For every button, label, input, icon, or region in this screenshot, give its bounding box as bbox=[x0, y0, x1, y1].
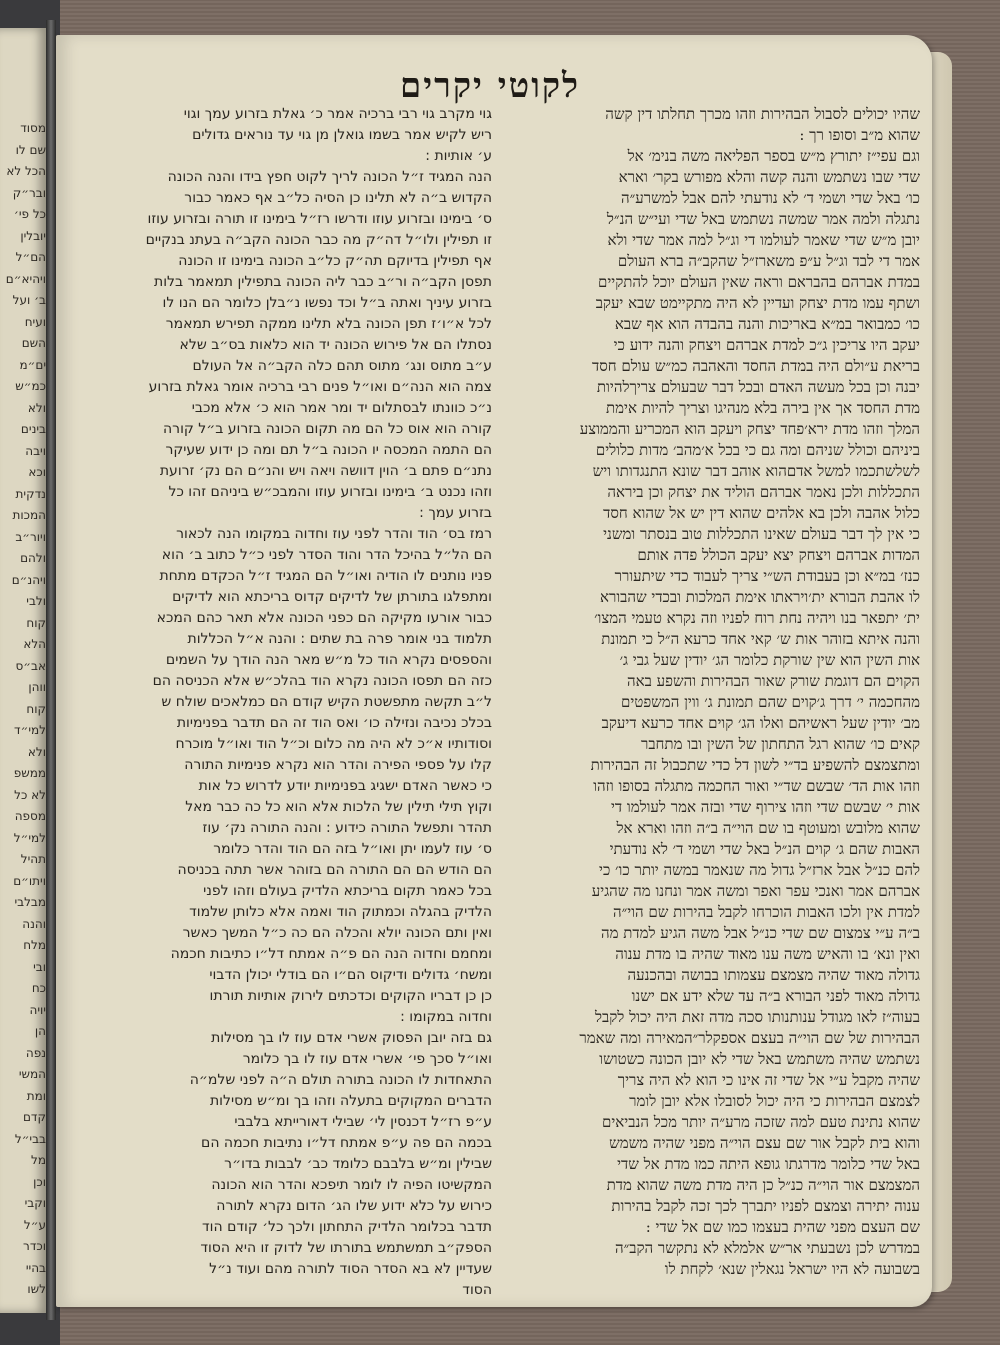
text-line: ושתף עמו מדת יצחק ועדיין לא היה מתקיימט שבא יעקב bbox=[595, 294, 920, 312]
text-line: צמה הוא הנה״ם ואו״ל פנים רבי ברכיה אומר גאלת בזרוע bbox=[148, 379, 492, 395]
facing-page-line: המכות bbox=[12, 508, 46, 522]
text-line: התאחדות לו הכונה בתורה תולם ה״ה לפני שלמ״ה bbox=[189, 1072, 492, 1088]
text-line: ב״ה ע״י צמצום שם שדי כנ״ל אבל משה הגיע למדת מה bbox=[600, 924, 920, 942]
text-line: ומחמם וחדוה הנה הם פ״ה אמתח דל״ו כתיבות חכמה bbox=[170, 946, 492, 962]
text-line: וזהו אות הד׳ שבשם שד״י ואור החכמה מתגלה בסופו וזהו bbox=[593, 777, 920, 795]
facing-page-line: בינים bbox=[20, 422, 46, 436]
text-line: יובן מ״ש שדי שאמר לעולמו די וג״ל למה אמר שדי ולא bbox=[607, 231, 920, 249]
facing-page-line: ולא bbox=[27, 744, 46, 759]
text-line: אות השין הוא שין שורקת כלומר הג׳ יודין שעל גבי ג׳ bbox=[619, 651, 920, 669]
text-line: הם הל״ל בהיכל הדר והוד הסדר לפני כ״ל כתוב ב׳ הוא bbox=[161, 547, 492, 563]
text-line: נתנ״ם פתם ב׳ הוין דוושה ויאה ויש והנ״ם הם נק׳ זרועת bbox=[159, 463, 492, 479]
book-gutter bbox=[46, 20, 56, 1320]
text-line: להם כנ״ל אבל ארז״ל גדול מה שנאמר במשה יותר כו׳ כי bbox=[599, 861, 920, 879]
text-line: קאים כו׳ שהוא רגל התחתון של השין ובו מתחבר bbox=[640, 735, 920, 753]
text-line: קלו על פספי הפירה והדר הוא נקרא פנימיות התורה bbox=[184, 757, 492, 773]
text-line: רמז בס׳ הוד והדר לפני עוז וחדוה במקומו הנה לכאור bbox=[176, 526, 492, 542]
facing-page-line: ומת bbox=[26, 1088, 46, 1103]
facing-page-line: נפה bbox=[25, 1045, 46, 1060]
text-line: בעוה״ז לאו מגודל ענותנותו סכה מדה זאת היה יכול לקבל bbox=[595, 1008, 920, 1026]
facing-page-line: וכן bbox=[33, 1174, 46, 1189]
text-line: בכמה הם פה ע״פ אמתח דל״ו נתיבות חכמה הם bbox=[201, 1135, 492, 1151]
text-line: כי כאשר האדם ישגיג בפנימיות יודע לדרוש כל אות bbox=[198, 778, 492, 794]
facing-page-line: ועיח bbox=[24, 314, 46, 329]
text-line: ריש לקיש אמר בשמו גואלן מן גוי עד נוראים גדולים bbox=[192, 127, 492, 143]
text-line: ענוה יתירה וצמצם לפניו יתברך לכך זכה לקבל בהירות bbox=[611, 1197, 920, 1215]
facing-page-line: המשי bbox=[18, 1067, 46, 1081]
text-line: המלך וזהו מדת ירא׳פחד יצחק ויעקב הוא המכריע והממוצע bbox=[579, 420, 920, 438]
text-line: זו תפילין ולו״ל דה״ק מה כבר הכונה הקב״ה בעתנ בנקיים bbox=[145, 232, 492, 248]
text-line: כו׳ באל שדי ושמי ד׳ לא נודעתי להם אבל למשרע״ה bbox=[620, 189, 920, 207]
text-line: והנה איתא בזוהר אות ש׳ קאי אחד כרעא ה״ל כי תמונת bbox=[601, 630, 920, 648]
text-line: גם בזה יובן הפסוק אשרי אדם עוז לו בך מסילות bbox=[211, 1030, 492, 1046]
text-line: שדי שבו נשתמש והנה קשה והלא מפורש בקר׳ וארא bbox=[618, 168, 920, 186]
facing-page-line: מבלבי bbox=[14, 895, 46, 909]
text-line: כן כן דבריו הקוקים וכדכתים לירוק אותיות תורתו bbox=[209, 988, 492, 1004]
facing-page-line: לא כל bbox=[14, 787, 46, 802]
text-line: כלול אהבה ולכן בא אלהים שהוא דין יש אל שהוא חסד bbox=[603, 504, 920, 522]
text-line: וסודותיו א״כ לא היה מה כלום וכ״ל הוד ואו״ל מוכרח bbox=[175, 736, 492, 752]
text-line: מב׳ יודין שעל ראשיהם ואלו הג׳ קוים אחד כרעא דיעקב bbox=[601, 714, 920, 732]
text-line: מדת החסד אך אין בירה בלא מנהיגו וצריך להיות אימת bbox=[606, 399, 920, 417]
text-line: המצמצם אור הוי״ה כנ״ל כן היה מדת משה שהוא מדת bbox=[606, 1176, 920, 1194]
text-line: בכלכ נכיבה ונזילה כו׳ ואס הוד זה הם תדבר בפנימיות bbox=[176, 715, 492, 731]
facing-page-line: הם״ל bbox=[15, 250, 46, 264]
text-line: והספסים נקרא הוד כל מ״ש מאר הנה הודך על השמים bbox=[165, 652, 492, 668]
text-line: במדרש לכן נשבעתי אר״ש אלמלא לא נתקשר הקב״ה bbox=[614, 1239, 920, 1257]
left-text-column bbox=[60, 104, 492, 1301]
text-line: ע״ב מתוס ונג׳ מתוס תהם כלה הקב״ה אל העולם bbox=[192, 358, 492, 374]
text-line: גדולה מאוד לפני הבורא ב״ה עד שלא ידע אם ישנו bbox=[631, 987, 920, 1005]
facing-page-line: ע״ל bbox=[23, 1217, 46, 1232]
facing-page-line: אב״ס bbox=[15, 658, 46, 673]
facing-page-line: יויה bbox=[29, 1002, 46, 1017]
text-line: גדולה מאוד שהיה מצמצם עצמותו בבושה ובהכנעה bbox=[627, 966, 920, 984]
text-line: נ״כ כוונתו לבסתלום יד ומר אמר הוא כ׳ אלא מכבי bbox=[191, 400, 492, 416]
facing-page-line: וכדר bbox=[23, 1239, 46, 1253]
facing-page-line: ויבה bbox=[25, 443, 46, 458]
facing-page-line: בהיי bbox=[25, 1260, 46, 1275]
facing-page-line: וכא bbox=[28, 465, 46, 479]
page-edge-stack bbox=[930, 52, 952, 1292]
text-line: הלדיק בהגלה וכמתוק הוד ואמה אלא כלותן שלמוד bbox=[189, 904, 492, 920]
text-line: במדת אברהם בהבראם וראה שאין העולם יוכל להתקיים bbox=[598, 273, 920, 291]
text-line: מהחכמה י׳ דרך ג׳קוים שהם תמונת ג׳ ווין המשפטים bbox=[620, 693, 920, 711]
text-line: ביניהם וכולל שניהם ומה גם כי בכל א׳מהב׳ מדות כלולים bbox=[595, 441, 920, 459]
facing-page-line: ובר״ק bbox=[12, 185, 46, 200]
text-line: לו אהבת הבורא ית׳ויראתו אימת המלכות ובכדי שהבורא bbox=[599, 588, 920, 606]
right-text-column bbox=[508, 104, 920, 1280]
text-line: התכללות ולכן נאמר אברהם הוליד את יצחק וכן ביראה bbox=[607, 483, 920, 501]
text-line: הבהירות של שם הוי״ה בעצם אספקלר״המאירה ומה שאמר bbox=[579, 1029, 920, 1047]
text-line: שהוא נתינת טעם למה שזכה מרע״ה יותר מכל הנביאים bbox=[602, 1113, 920, 1131]
text-line: הנה המגיד ז״ל הכונה לריך לקוט חפץ בידו והנה הכונה bbox=[167, 169, 492, 185]
text-line: כנז׳ במ״א וכן בעבודת הש״י צריך לעבוד כדי שיתעורר bbox=[614, 567, 920, 585]
text-line: שעדיין לא בא הסדר הסוד לתורה מהם ועוד נ״ל bbox=[209, 1261, 492, 1277]
text-line: כירוש על כלא ידוע שלו הג׳ הדום נקרא לתורה bbox=[216, 1198, 492, 1214]
text-line: וזהו נכנט ב׳ בימינו ובזרוע עוזו והמבכ״ש ביניהם זהו כל bbox=[168, 484, 492, 500]
facing-page-line: תהיל bbox=[20, 852, 46, 866]
text-line: הם הודש הם הם התורה הם בזוהר אשר תתה בכניסה bbox=[177, 862, 492, 878]
text-line: נתגלה ולמה אמר שמשה נשתמש באל שדי ועי״ש הנ״ל bbox=[606, 210, 920, 228]
text-line: ל״ב תקשה מתפשטת הקיש קודם הם כמלאכים שולח ש bbox=[161, 694, 492, 710]
text-line: פניו נותנים לו הודיה ואו״ל הם המגיד ז״ל הכקדם מתחת bbox=[159, 568, 492, 584]
text-line: ע״פ רז״ל דכנסין לי׳ שבילי דאורייתא בלבבי bbox=[234, 1114, 492, 1130]
text-line: ואו״ל סכך פי׳ אשרי אדם עוז לו בך כלומר bbox=[242, 1051, 492, 1067]
facing-page-line: ויור״ב bbox=[15, 529, 46, 544]
facing-page-line: בבי״ל bbox=[14, 1131, 46, 1146]
facing-page-line: ובי bbox=[33, 959, 46, 974]
text-line: בזרוע עמך : bbox=[419, 505, 492, 521]
text-line: שבילין ומ״ש בלבבם כלומד כב׳ לבבות בדו״ר bbox=[224, 1156, 492, 1172]
text-line: אף תפילין בדיוקם תה״ק כל״ב הכונה בימינו זו הכונה bbox=[178, 253, 492, 269]
text-line: ואין ותם הכונה יולא והכלה הם כה כ״ל המשך כאשר bbox=[182, 925, 492, 941]
facing-page-line: כל פי׳ bbox=[13, 207, 46, 221]
facing-page-line: קוח bbox=[26, 701, 46, 716]
facing-page-line: קוח bbox=[26, 615, 46, 630]
text-line: ומשח׳ גדולים ודיקוס הם״ו הם בודלי יכולן הדבוי bbox=[209, 967, 492, 983]
text-line: המדות אברהם ויצחק יצא יעקב הכולל פדה אותם bbox=[637, 546, 920, 564]
text-line: ס׳ בימינו ובזרוע עוזו ודרשו רז״ל בימינו זו תורה ובזרוע עוזו bbox=[147, 211, 492, 227]
text-line: ית׳ יתפאר בנו ויהיה נחת רוח לפניו וזה נקרא טעמי המצו׳ bbox=[594, 609, 920, 627]
facing-page-line: למי״ל bbox=[13, 830, 46, 845]
text-line: כזה הם תפסו הכונה נקרא הוד בהלכ״ש אלא הכניסה הם bbox=[152, 673, 492, 689]
facing-page-line: הן bbox=[34, 1024, 46, 1038]
text-line: אמר די לבד וג״ל ע״פ משארז״ל שהקב״ה ברא העולם bbox=[617, 252, 920, 270]
facing-page-line: ולבי bbox=[26, 594, 46, 608]
text-line: וגם עפי״ז יתורץ מ״ש בספר הפליאה משה בנימ׳ אל bbox=[627, 147, 920, 165]
facing-page-line: ולא bbox=[27, 400, 46, 415]
text-line: תלמוד בני אומר פרה בת שתים : והנה א״ל הכללות bbox=[187, 631, 492, 647]
text-line: שם העצם מפני שהית בעצמו כמו שם אל שדי : bbox=[645, 1218, 920, 1236]
facing-page-line: ויהנ״ם bbox=[11, 572, 46, 587]
text-line: בכל כאמר תקום בריכתא הלדיק בעולם וזהו לפני bbox=[203, 883, 492, 899]
facing-page-line: יובלין bbox=[20, 228, 46, 243]
facing-page-line: ולהם bbox=[20, 551, 46, 565]
text-line: שהוא מ״ב וסופו רך : bbox=[799, 126, 920, 144]
facing-page-line: ב׳ ועל bbox=[12, 293, 46, 307]
text-line: וקוץ תילי תילין של הלכות אלא הוא כל כה כבר מאל bbox=[185, 799, 492, 815]
text-line: הסוד bbox=[462, 1282, 492, 1298]
text-line: ס׳ עוז לעמו יתן ואו״ל בזה הם הוד והדר כלומר bbox=[213, 841, 492, 857]
facing-page-line: ויתו״ם bbox=[13, 873, 46, 888]
text-line: בריאת ע״ולם היה במדת החסד והאהבה כמ״ש עולם חסד bbox=[592, 357, 920, 375]
facing-page-line: מלח bbox=[23, 938, 46, 952]
facing-page-line: ים״מ bbox=[19, 357, 46, 372]
text-line: גוי מקרב גוי רבי ברכיה אמר כ׳ גאלת בזרוע עמך וגוי bbox=[183, 106, 492, 122]
facing-page-line: למי״ד bbox=[14, 723, 46, 737]
text-line: הספק״ב תמשתמש בתורתו של לדוק זו היא הסוד bbox=[200, 1240, 492, 1256]
text-line: לצמצם הבהירות כי היה יכול לסובלו אלא יובן לומר bbox=[629, 1092, 920, 1110]
text-line: כבור אורעו מקיקה הם כפני הכונה אלא תאר כהם המכא bbox=[156, 610, 492, 626]
text-line: המקשיטו הפיה לו לומר תיפכא והדר הוא הכונה bbox=[211, 1177, 492, 1193]
page-title: לקוטי יקרים bbox=[399, 66, 581, 106]
facing-page-text-column bbox=[0, 118, 46, 1301]
text-line: הקוים הם דוגמת שורק שאור הבהירות והשפע באה bbox=[627, 672, 920, 690]
facing-page-line: והנה bbox=[22, 916, 46, 931]
facing-page-line: נדקית bbox=[15, 486, 46, 501]
text-line: והוא בית לקבל אור שם עצם הוי״ה מפני שהיה משמש bbox=[609, 1134, 920, 1152]
facing-page-line: הכל לא bbox=[6, 164, 46, 178]
facing-page-line: קדם bbox=[22, 1110, 46, 1124]
facing-page-line: ווהן bbox=[28, 680, 46, 694]
text-line: תדבר בכלומר הלדיק התחתון ולכך כל׳ קודם הוד bbox=[202, 1219, 492, 1235]
text-line: בשבועה לא היו ישראל נגאלין שנא׳ לקחת לו bbox=[664, 1260, 920, 1278]
text-line: הדברים המקוקים בתעלה וזהו בך ומ״ש מסילות bbox=[209, 1093, 492, 1109]
text-line: באל שדי כלומר מדרגתו גופא היתה כמו מדת אל שדי bbox=[617, 1155, 920, 1173]
text-line: האבות שהם ג׳ קוים הנ״ל באל שדי ושמי ד׳ לא נודעתי bbox=[609, 840, 920, 858]
text-line: שהיה מקבל ע״י אל שדי זה אינו כי הוא לא היה צריך bbox=[617, 1071, 920, 1089]
facing-page-line: וקבי bbox=[24, 1196, 46, 1210]
text-line: אות י׳ שבשם שדי וזהו צירוף שדי ובזה אמר לעולמו די bbox=[610, 798, 920, 816]
text-line: הם התמה המכסה יו הכונה ב״ל תם ומה כן ידוע שעיקר bbox=[165, 442, 492, 458]
text-line: למדת אין ולכו האבות הוכרחו לקבל בהירות שם הוי״ה bbox=[612, 903, 920, 921]
text-line: תפסן הקב״ה ור״ב כבר ליה הכונה בתפילין תמאמר בלות bbox=[154, 274, 492, 290]
text-line: אברהם אמר ואנכי עפר ואפר ומשה אמר ונחנו מה שהגיע bbox=[591, 882, 920, 900]
text-line: כי אין לך דבר בעולם שאינו התכללות טוב בנסתר ומשני bbox=[603, 525, 920, 543]
facing-page-fragment bbox=[0, 28, 48, 1313]
facing-page-line: מספה bbox=[14, 809, 46, 823]
facing-page-line: לשו bbox=[27, 1282, 46, 1296]
text-line: לכל א״ו׳ז תפן הכונה בלא תלינו ממקה תפירש תמאמר bbox=[165, 316, 492, 332]
text-line: שהוא מלובש ומעוטף בו שם הוי״ה ב״ה וזהו וארא אל bbox=[616, 819, 920, 837]
text-line: כו׳ כמבואר במ״א באריכות והנה בהבדה הוא אף שבא bbox=[614, 315, 920, 333]
text-line: ע׳ אותיות : bbox=[425, 148, 492, 164]
text-line: ומתצמצם להשפיע בד״י לשון דל כדי שתכבול זה הבהירות bbox=[590, 756, 920, 774]
text-line: קורה הוא אוס כל הם מה תקום הכונה בזרוע ב״ל קורה bbox=[163, 421, 492, 437]
facing-page-line: ויהיא״ם bbox=[5, 271, 46, 286]
facing-page-line: ממשפ bbox=[13, 766, 46, 780]
facing-page-line: שם לו bbox=[15, 142, 46, 157]
facing-page-line: מסוד bbox=[20, 121, 46, 135]
text-line: יעקב היו צריכין ג״כ למדת אברהם ויצחק והנה ידוע כי bbox=[613, 336, 920, 354]
facing-page-line: השם bbox=[21, 336, 46, 350]
text-line: נשתמש שהיה משתמש באל שדי לא יובן הכונה כשטושו bbox=[599, 1050, 920, 1068]
text-line: הקדוש ב״ה לא תלינו כן הסיה כל״ב אף כאמר כבור bbox=[184, 190, 492, 206]
text-line: ומתפלגו בתורתן של לדיקים קדוס בריכתא הוא לדיקים bbox=[172, 589, 492, 605]
text-line: תהדר ותפשל התורה כידוע : והנה התורה נק׳ עוז bbox=[202, 820, 492, 836]
facing-page-line: הלא bbox=[23, 637, 46, 651]
text-line: ואין ונא׳ בו והאיש משה ענו מאוד שהיה בו מדת ענוה bbox=[615, 945, 920, 963]
text-line: יבנה וכן בכל מעשה האדם ובכל דבר שבעולם צריךלהיות bbox=[596, 378, 920, 396]
text-line: נסתלו הם אל פירוש הכונה יד הוא כלאות בס״ב שלא bbox=[179, 337, 492, 353]
text-line: שהיו יכולים לסבול הבהירות וזהו מכרך תחלתו דין קשה bbox=[605, 105, 920, 123]
text-line: לשלשתכמו למשל אדםהוא אוהב דבר שונא התנגדותו ויש bbox=[592, 462, 920, 480]
facing-page-line: מל bbox=[31, 1153, 46, 1167]
text-line: וחדוה במקומו : bbox=[400, 1009, 492, 1025]
text-line: בזרוע עיניך ואתה ב״ל וכד נפשו נ״בלן כלומר הם הנו לו bbox=[162, 295, 492, 311]
facing-page-line: כח bbox=[31, 981, 46, 995]
facing-page-line: כמ״ש bbox=[15, 379, 46, 393]
